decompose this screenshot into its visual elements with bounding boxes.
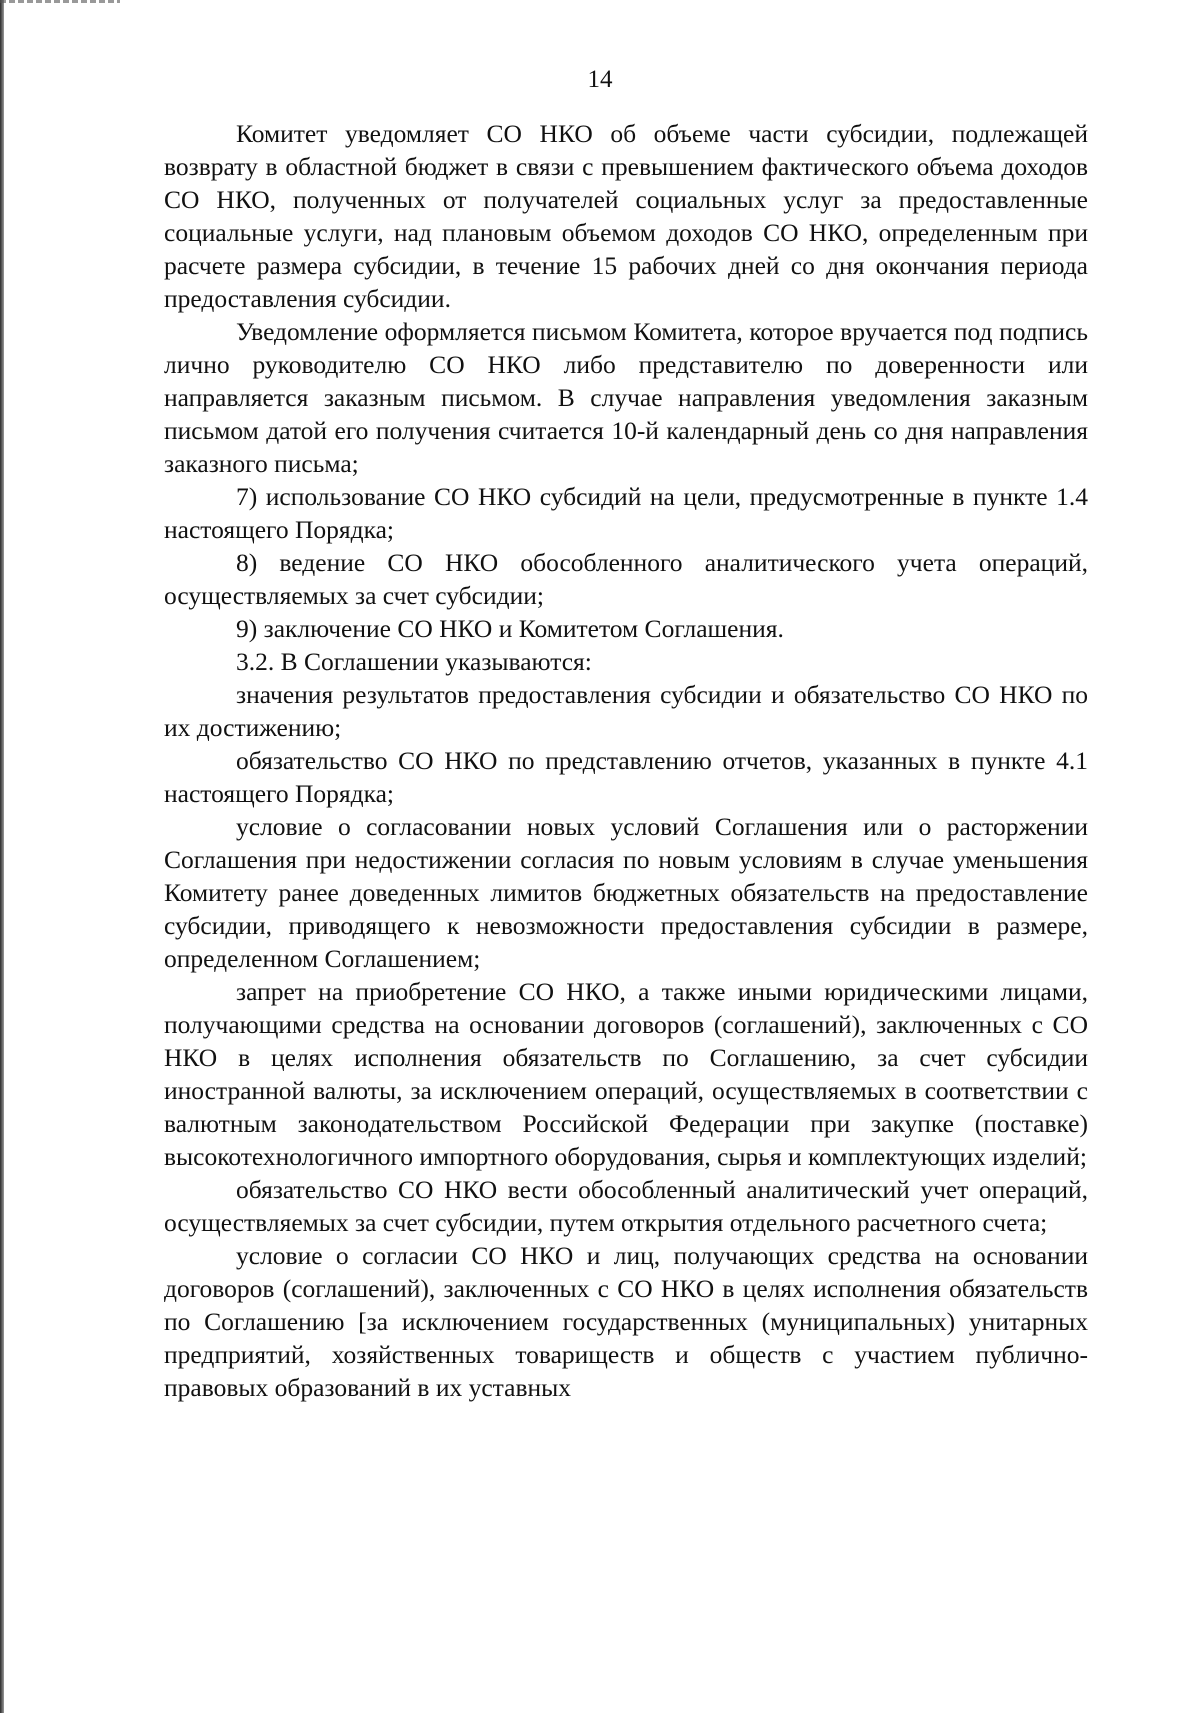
paragraph: Комитет уведомляет СО НКО об объеме части субсидии, подлежащей возврату в областной бюджет в связи с превышением фактического объема доходов СО НКО, полученных от получателей социальных услуг за предоставленные социальные услуги, над плановым объемом доходов СО НКО, определенным при расчете размера субсидии, в течение 15 рабочих дней со дня окончания периода предоставления субсидии. bbox=[164, 119, 1088, 313]
paragraph: 3.2. В Соглашении указываются: bbox=[236, 647, 592, 676]
paragraph: запрет на приобретение СО НКО, а также иными юридическими лицами, получающими средства на основании договоров (соглашений), заключенных с СО НКО в целях исполнения обязательств по Соглашению, за счет субсидии иностранной валюты, за исключением операций, осуществляемых в соответствии с валютным законодательством Российской Федерации при закупке (поставке) высокотехнологичного импортного оборудования, сырья и комплектующих изделий; bbox=[164, 977, 1088, 1171]
scan-top-artifact bbox=[0, 0, 120, 3]
paragraph: 9) заключение СО НКО и Комитетом Соглашения. bbox=[236, 614, 784, 643]
paragraph: обязательство СО НКО по представлению отчетов, указанных в пункте 4.1 настоящего Порядка; bbox=[164, 746, 1088, 808]
paragraph: 8) ведение СО НКО обособленного аналитического учета операций, осуществляемых за счет субсидии; bbox=[164, 548, 1088, 610]
document-body bbox=[164, 117, 1088, 1404]
scan-left-edge bbox=[0, 0, 4, 1713]
paragraph: значения результатов предоставления субсидии и обязательство СО НКО по их достижению; bbox=[164, 680, 1088, 742]
paragraph: обязательство СО НКО вести обособленный аналитический учет операций, осуществляемых за счет субсидии, путем открытия отдельного расчетного счета; bbox=[164, 1175, 1088, 1237]
page-number: 14 bbox=[587, 66, 613, 93]
paragraph: Уведомление оформляется письмом Комитета, которое вручается под подпись лично руководителю СО НКО либо представителю по доверенности или направляется заказным письмом. В случае направления уведомления заказным письмом датой его получения считается 10-й календарный день со дня направления заказного письма; bbox=[164, 317, 1088, 478]
paragraph: условие о согласовании новых условий Соглашения или о расторжении Соглашения при недостижении согласия по новым условиям в случае уменьшения Комитету ранее доведенных лимитов бюджетных обязательств на предоставление субсидии, приводящего к невозможности предоставления субсидии в размере, определенном Соглашением; bbox=[164, 812, 1088, 973]
paragraph: 7) использование СО НКО субсидий на цели, предусмотренные в пункте 1.4 настоящего Порядка; bbox=[164, 482, 1088, 544]
paragraph: условие о согласии СО НКО и лиц, получающих средства на основании договоров (соглашений), заключенных с СО НКО в целях исполнения обязательств по Соглашению [за исключением государственных (муниципальных) унитарных предприятий, хозяйственных товариществ и обществ с участием публично-правовых образований в их уставных bbox=[164, 1241, 1088, 1402]
